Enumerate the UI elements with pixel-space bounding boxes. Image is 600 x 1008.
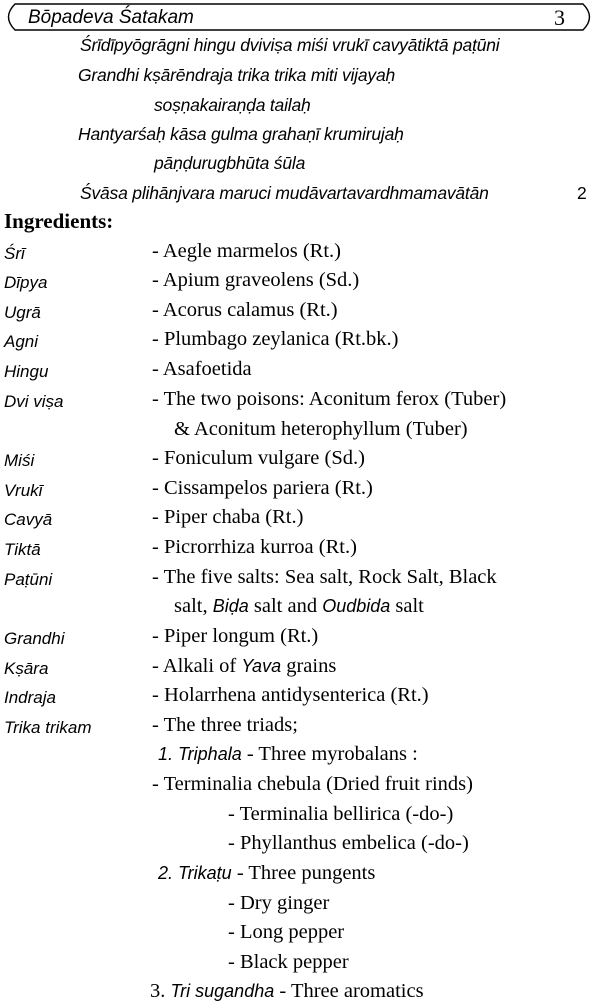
triad-item: - Black pepper (228, 951, 349, 973)
triad-heading: 1. Triphala - Three myrobalans : (158, 743, 418, 765)
triad-item: - Terminalia chebula (Dried fruit rinds) (152, 773, 473, 795)
page-header (0, 3, 600, 33)
ingredient-desc: - Asafoetida (152, 358, 252, 380)
ingredient-desc: - Acorus calamus (Rt.) (152, 299, 338, 321)
verse-line: pāṇḍurugbhūta śūla (154, 153, 306, 173)
ingredient-term: Indraja (4, 688, 56, 707)
verse-line: Grandhi kṣārēndraja trika trika miti vijayaḥ (78, 65, 396, 85)
book-title: Bōpadeva Śatakam (28, 7, 194, 28)
ingredient-term: Cavyā (4, 510, 53, 529)
triad-heading: 2. Trikaṭu - Three pungents (158, 862, 376, 884)
verse-line: Śvāsa plihānjvara maruci mudāvartavardhmamavātān (80, 183, 489, 203)
page-number: 3 (554, 5, 565, 30)
verse-number: 2 (577, 183, 587, 203)
ingredient-desc: - Foniculum vulgare (Sd.) (152, 447, 365, 469)
ingredient-desc: - The three triads; (152, 714, 298, 736)
triad-item: - Terminalia bellirica (-do-) (228, 803, 454, 825)
ingredient-term: Agni (4, 332, 39, 351)
ingredient-desc: - Picrorrhiza kurroa (Rt.) (152, 536, 357, 558)
ingredient-term: Trika trikam (4, 718, 92, 737)
ingredient-desc: - Aegle marmelos (Rt.) (152, 240, 342, 262)
ingredient-term: Śrī (4, 244, 25, 263)
ingredient-desc: - The five salts: Sea salt, Rock Salt, Black (152, 566, 497, 588)
ingredient-term: Paṭūni (4, 570, 53, 589)
verse-line: Śrīdīpyōgrāgni hingu dviviṣa miśi vrukī cavyātiktā paṭūni (80, 35, 500, 55)
ingredient-desc: - Plumbago zeylanica (Rt.bk.) (152, 328, 399, 350)
ingredients-heading: Ingredients: (4, 209, 114, 233)
ingredient-desc: - Alkali of Yava grains (152, 655, 337, 677)
ingredient-term: Grandhi (4, 629, 65, 648)
verse-line: Hantyarśaḥ kāsa gulma grahaṇī krumirujaḥ (78, 124, 404, 144)
ingredient-desc: - Piper chaba (Rt.) (152, 506, 304, 528)
ingredient-term: Hingu (4, 362, 49, 381)
ingredient-term: Vrukī (4, 481, 43, 500)
triad-heading: 3. Tri sugandha - Three aromatics (150, 980, 424, 1002)
ingredient-term: Ugrā (4, 303, 41, 322)
ingredient-desc: - Cissampelos pariera (Rt.) (152, 477, 373, 499)
ingredient-term: Dvi viṣa (4, 392, 64, 411)
ingredient-desc: - Apium graveolens (Sd.) (152, 269, 360, 291)
ingredient-term: Dīpya (4, 273, 48, 292)
ingredient-desc: - Piper longum (Rt.) (152, 625, 319, 647)
ingredient-desc-continued: & Aconitum heterophyllum (Tuber) (174, 418, 468, 440)
ingredient-term: Kṣāra (4, 659, 49, 678)
triad-item: - Phyllanthus embelica (-do-) (228, 832, 469, 854)
ingredient-term: Miśi (4, 451, 35, 470)
triad-item: - Dry ginger (228, 892, 330, 914)
ingredient-desc: - Holarrhena antidysenterica (Rt.) (152, 684, 429, 706)
ingredient-term: Tiktā (4, 540, 41, 559)
ingredient-desc: - The two poisons: Aconitum ferox (Tuber) (152, 388, 507, 410)
ingredient-desc-continued: salt, Biḍa salt and Oudbida salt (174, 595, 424, 617)
triad-item: - Long pepper (228, 921, 345, 943)
verse-line: soṣṇakairaṇḍa tailaḥ (154, 95, 311, 115)
